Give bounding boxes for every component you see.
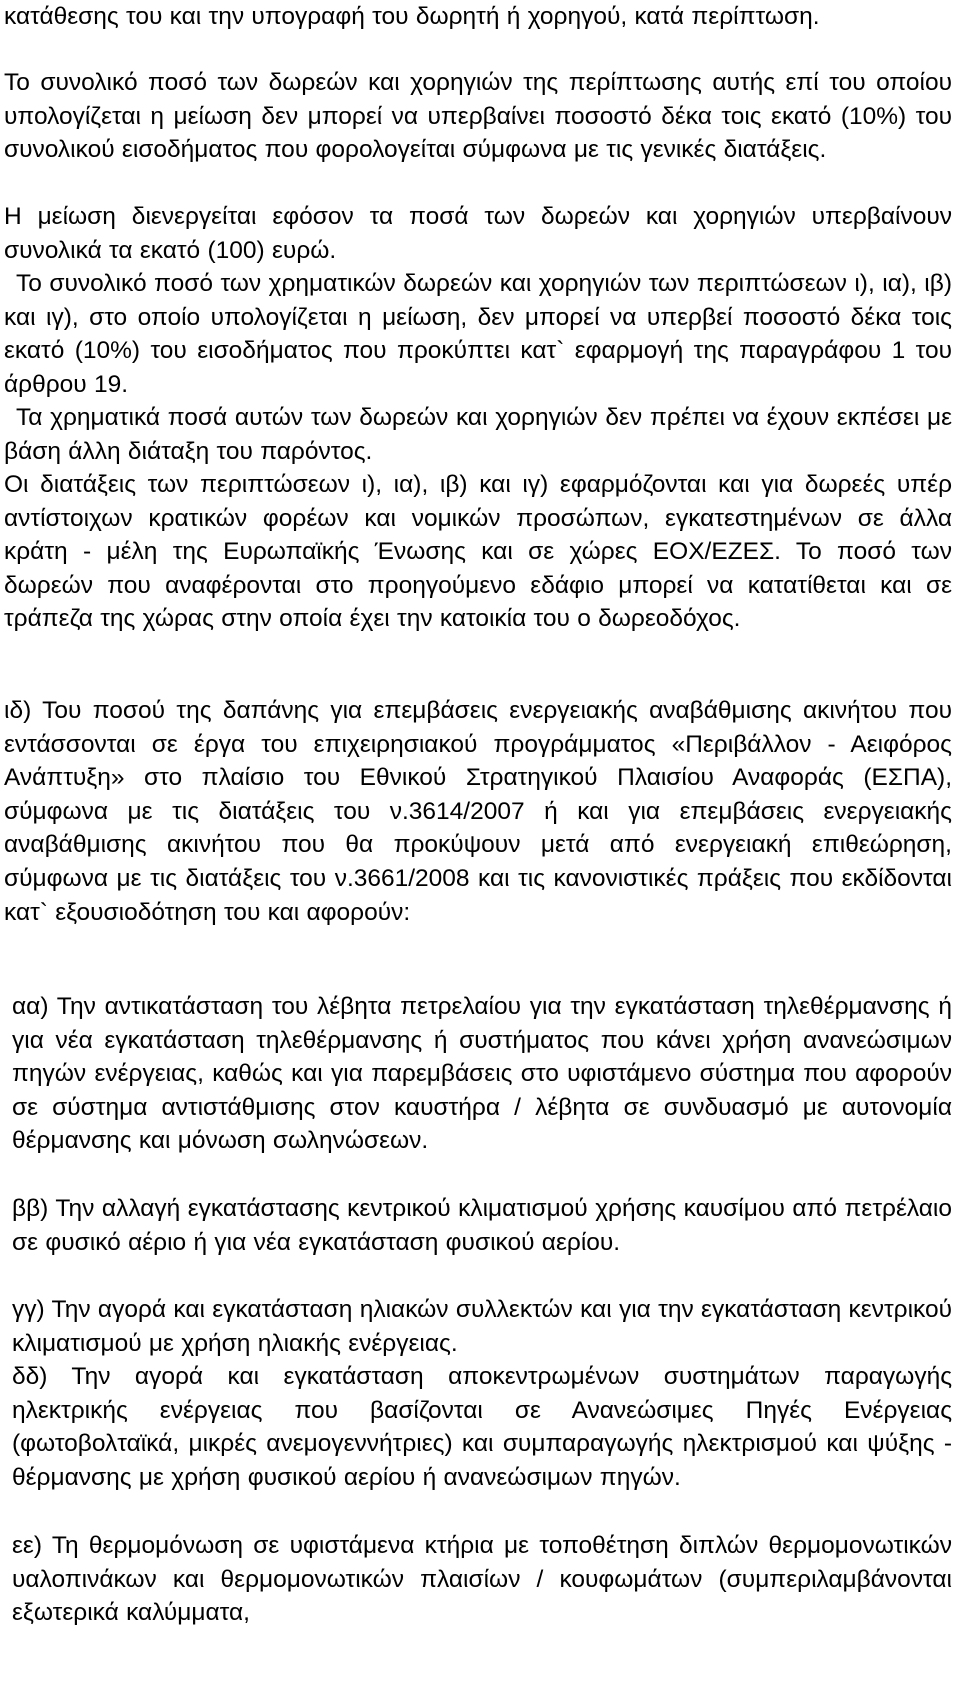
paragraph-continuation: κατάθεσης του και την υπογραφή του δωρητή ή χορηγού, κατά περίπτωση. [4, 3, 820, 30]
list-item-aa: αα) Την αντικατάσταση του λέβητα πετρελαίου για την εγκατάσταση τηλεθέρμανσης ή για νέα εγκατάσταση τηλεθέρμανσης ή συστήματος που κάνει χρήση ανανεώσιμων πηγών ενέργειας, καθώς και για παρεμβάσεις στο υφιστάμενο σύστημα που αφορούν σε σύστημα αντιστάθμισης στον καυστήρα / λέβητα σε συνδυασμό με αυτονομία θέρμανσης και μόνωση σωληνώσεων. [12, 993, 952, 1155]
paragraph-reduction-threshold: Η μείωση διενεργείται εφόσον τα ποσά των δωρεών και χορηγιών υπερβαίνουν συνολικά τα εκατό (100) ευρώ. [4, 203, 952, 264]
list-item-bb: ββ) Την αλλαγή εγκατάστασης κεντρικού κλιματισμού χρήσης καυσίμου από πετρέλαιο σε φυσικό αέριο ή για νέα εγκατάσταση φυσικού αερίου. [12, 1195, 952, 1256]
list-item-gg: γγ) Την αγορά και εγκατάσταση ηλιακών συλλεκτών και για την εγκατάσταση κεντρικού κλιματισμού με χρήση ηλιακής ενέργειας. [12, 1296, 952, 1357]
list-item-dd: δδ) Την αγορά και εγκατάσταση αποκεντρωμένων συστημάτων παραγωγής ηλεκτρικής ενέργειας που βασίζονται σε Ανανεώσιμες Πηγές Ενέργειας (φωτοβολταϊκά, μικρές ανεμογεννήτριες) και συμπαραγωγής ηλεκτρισμού και ψύξης - θέρμανσης με χρήση φυσικού αερίου ή ανανεώσιμων πηγών. [12, 1363, 952, 1491]
paragraph-energy-upgrade: ιδ) Του ποσού της δαπάνης για επεμβάσεις ενεργειακής αναβάθμισης ακινήτου που εντάσσονται σε έργα του επιχειρησιακού προγράμματος «Περιβάλλον - Αειφόρος Ανάπτυξη» στο πλαίσιο του Εθνικού Στρατηγικού Πλαισίου Αναφοράς (ΕΣΠΑ), σύμφωνα με τις διατάξεις του ν.3614/2007 ή και για επεμβάσεις ενεργειακής αναβάθμισης ακινήτου που θα προκύψουν μετά από ενεργειακή επιθεώρηση, σύμφωνα με τις διατάξεις του ν.3661/2008 και τις κανονιστικές πράξεις που εκδίδονται κατ` εξουσιοδότηση του και αφορούν: [4, 697, 952, 926]
paragraph-cash-donations: Το συνολικό ποσό των χρηματικών δωρεών και χορηγιών των περιπτώσεων ι), ια), ιβ) και ιγ), στο οποίο υπολογίζεται η μείωση, δεν μπορεί να υπερβεί ποσοστό δέκα τοις εκατό (10%) του εισοδήματος που προκύπτει κατ` εφαρμογή της παραγράφου 1 του άρθρου 19. [4, 270, 952, 398]
list-item-ee: εε) Τη θερμομόνωση σε υφιστάμενα κτήρια με τοποθέτηση διπλών θερμομονωτικών υαλοπινάκων και θερμομονωτικών πλαισίων / κουφωμάτων (συμπεριλαμβάνονται εξωτερικά καλύμματα, [12, 1532, 952, 1627]
paragraph-donation-limit: Το συνολικό ποσό των δωρεών και χορηγιών της περίπτωσης αυτής επί του οποίου υπολογίζεται η μείωση δεν μπορεί να υπερβαίνει ποσοστό δέκα τοις εκατό (10%) του συνολικού εισοδήματος που φορολογείται σύμφωνα με τις γενικές διατάξεις. [4, 69, 952, 164]
paragraph-eu-provisions: Οι διατάξεις των περιπτώσεων ι), ια), ιβ) και ιγ) εφαρμόζονται και για δωρεές υπέρ αντίστοιχων κρατικών φορέων και νομικών προσώπων, εγκατεστημένων σε άλλα κράτη - μέλη της Ευρωπαϊκής Ένωσης και σε χώρες ΕΟΧ/ΕΖΕΣ. Το ποσό των δωρεών που αναφέρονται στο προηγούμενο εδάφιο μπορεί να κατατίθεται και σε τράπεζα της χώρας στην οποία έχει την κατοικία του ο δωρεοδόχος. [4, 471, 952, 633]
paragraph-deduction-note: Τα χρηματικά ποσά αυτών των δωρεών και χορηγιών δεν πρέπει να έχουν εκπέσει με βάση άλλη διάταξη του παρόντος. [4, 404, 952, 465]
